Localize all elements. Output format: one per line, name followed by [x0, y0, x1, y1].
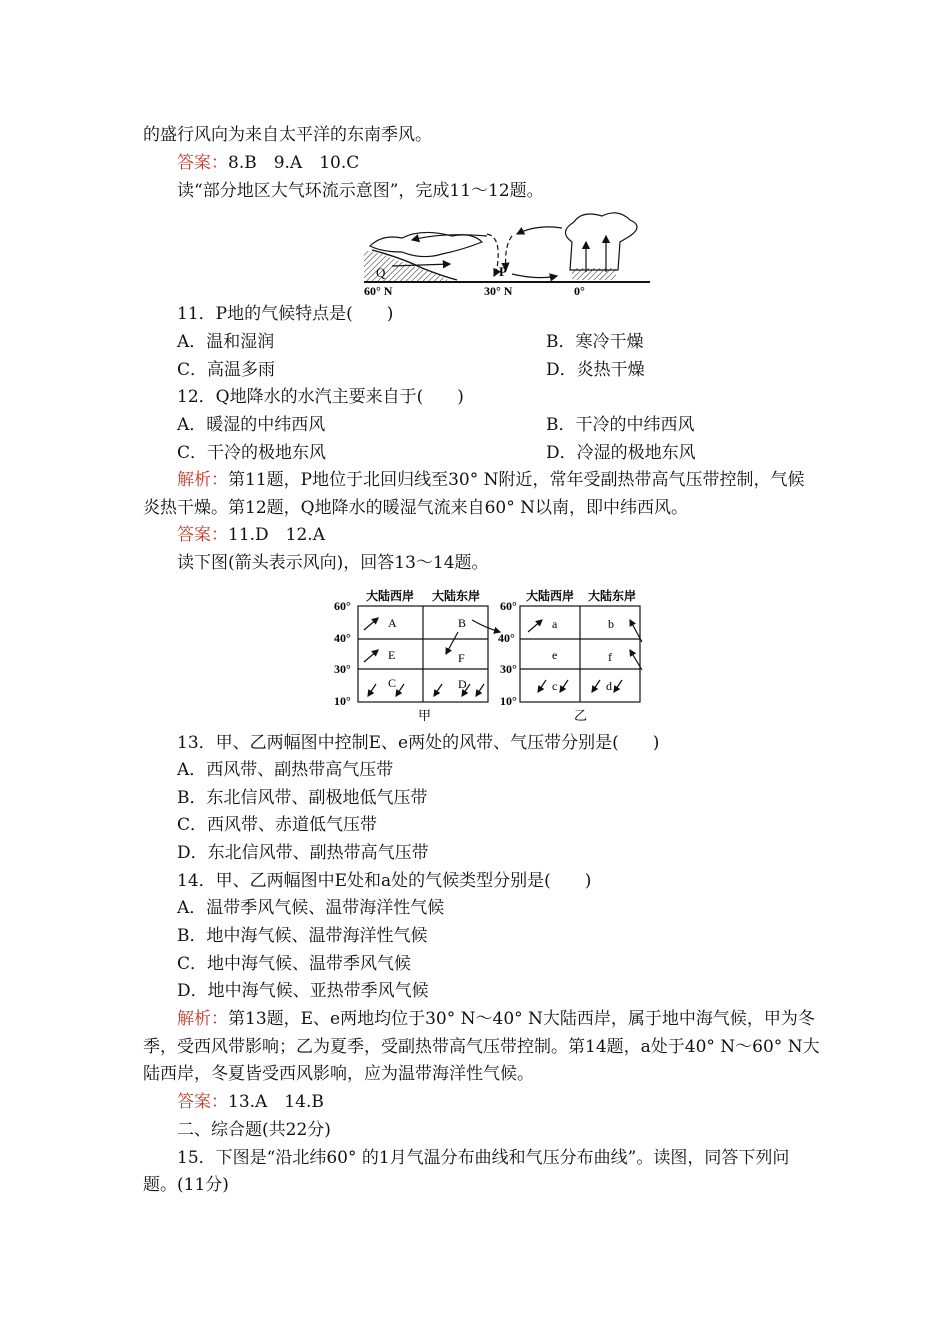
option-14-D: D．地中海气候、亚热带季风气候 [177, 981, 429, 1001]
cell-b: b [608, 617, 614, 631]
explanation-line [177, 468, 804, 492]
intro-text: 读下图(箭头表示风向)，回答13～14题。 [177, 553, 489, 573]
lat-40-yi: 40° [498, 631, 515, 645]
lat-30-jia: 30° [334, 662, 351, 676]
lat-60-label: 60° N [364, 284, 393, 298]
wind-belt-diagram [330, 584, 650, 724]
cell-D: D [458, 677, 467, 691]
option-11-D: D．炎热干燥 [546, 360, 645, 380]
lat-30-label: 30° N [484, 284, 513, 298]
option-11-C: C．高温多雨 [177, 360, 276, 380]
label-P: P [499, 264, 507, 279]
answer-label: 答案： [177, 525, 228, 545]
lat-60-yi: 60° [500, 599, 517, 613]
option-11-A: A．温和湿润 [177, 332, 275, 352]
explanation-cont: 炎热干燥。第12题，Q地降水的暖湿气流来自60° N以南，即中纬西风。 [143, 498, 688, 518]
answer-text: 13.A 14.B [228, 1092, 324, 1112]
lat-40-jia: 40° [334, 631, 351, 645]
option-11-B: B．寒冷干燥 [546, 332, 644, 352]
header-east-jia: 大陆东岸 [432, 589, 481, 603]
option-14-A: A．温带季风气候、温带海洋性气候 [177, 898, 445, 918]
option-12-C: C．干冷的极地东风 [177, 443, 327, 463]
option-13-A: A．西风带、副热带高气压带 [177, 760, 394, 780]
cell-E: E [388, 648, 396, 662]
answer-text: 8.B 9.A 10.C [228, 153, 360, 173]
answer-line [177, 151, 359, 175]
label-Q: Q [376, 265, 386, 280]
option-13-B: B．东北信风带、副极地低气压带 [177, 788, 428, 808]
question-13: 13．甲、乙两幅图中控制E、e两处的风带、气压带分别是( ) [177, 733, 660, 753]
hadley-cell-top [517, 227, 562, 234]
cell-C: C [388, 676, 397, 690]
cell-a: a [552, 617, 558, 631]
lat-10-yi: 10° [500, 694, 517, 708]
section-heading: 二、综合题(共22分) [177, 1120, 331, 1140]
text-line: 的盛行风向为来自太平洋的东南季风。 [143, 125, 432, 145]
cell-c: c [552, 679, 558, 693]
intro-text: 读“部分地区大气环流示意图”，完成11～12题。 [177, 181, 544, 201]
explanation-cont: 季，受西风带影响；乙为夏季，受副热带高气压带控制。第14题，a处于40° N～60° N大 [143, 1037, 820, 1057]
cell-e: e [552, 648, 558, 662]
circulation-diagram [362, 206, 652, 298]
header-west-jia: 大陆西岸 [366, 589, 415, 603]
option-13-D: D．东北信风带、副热带高气压带 [177, 843, 429, 863]
cumulonimbus-cloud [565, 213, 637, 270]
option-13-C: C．西风带、赤道低气压带 [177, 815, 378, 835]
explanation-line [177, 1007, 815, 1031]
option-14-B: B．地中海气候、温带海洋性气候 [177, 926, 428, 946]
wind-arrows-jia [364, 618, 500, 696]
upper-flow-line [487, 234, 498, 276]
cell-B: B [458, 616, 467, 630]
grid-jia [358, 606, 488, 702]
option-12-A: A．暖湿的中纬西风 [177, 415, 326, 435]
lat-0-label: 0° [574, 284, 585, 298]
grid-yi [520, 606, 640, 702]
explanation-label: 解析： [177, 470, 228, 490]
cell-f: f [608, 650, 612, 664]
answer-line [177, 523, 325, 547]
question-11: 11．P地的气候特点是( ) [177, 304, 394, 324]
question-12: 12．Q地降水的水汽主要来自于( ) [177, 387, 464, 407]
explanation-cont: 陆西岸，冬夏皆受西风影响，应为温带海洋性气候。 [143, 1064, 534, 1084]
cell-d: d [606, 679, 612, 693]
option-14-C: C．地中海气候、温带季风气候 [177, 954, 412, 974]
option-12-B: B．干冷的中纬西风 [546, 415, 695, 435]
lat-30-yi: 30° [500, 662, 517, 676]
front-cloud [370, 232, 482, 256]
lat-10-jia: 10° [334, 694, 351, 708]
cell-A: A [388, 616, 397, 630]
header-west-yi: 大陆西岸 [526, 589, 575, 603]
rain-hatch [572, 268, 616, 280]
hadley-cell-bottom [512, 274, 557, 278]
explanation-label: 解析： [177, 1009, 228, 1029]
question-14: 14．甲、乙两幅图中E处和a处的气候类型分别是( ) [177, 871, 592, 891]
wind-arrows-yi [528, 620, 642, 692]
option-12-D: D．冷湿的极地东风 [546, 443, 696, 463]
answer-line [177, 1090, 324, 1114]
cell-F: F [458, 651, 465, 665]
answer-label: 答案： [177, 153, 228, 173]
explanation-text: 第11题，P地位于北回归线至30° N附近，常年受副热带高气压带控制，气候 [228, 470, 805, 490]
answer-text: 11.D 12.A [228, 525, 325, 545]
question-15-cont: 题。(11分) [143, 1175, 229, 1195]
header-east-yi: 大陆东岸 [588, 589, 637, 603]
explanation-text: 第13题，E、e两地均位于30° N～40° N大陆西岸，属于地中海气候，甲为冬 [228, 1009, 815, 1029]
caption-jia: 甲 [418, 708, 432, 723]
lat-60-jia: 60° [334, 599, 351, 613]
question-15: 15．下图是“沿北纬60° 的1月气温分布曲线和气压分布曲线”。读图，同答下列问 [177, 1148, 790, 1168]
answer-label: 答案： [177, 1092, 228, 1112]
caption-yi: 乙 [574, 708, 588, 723]
